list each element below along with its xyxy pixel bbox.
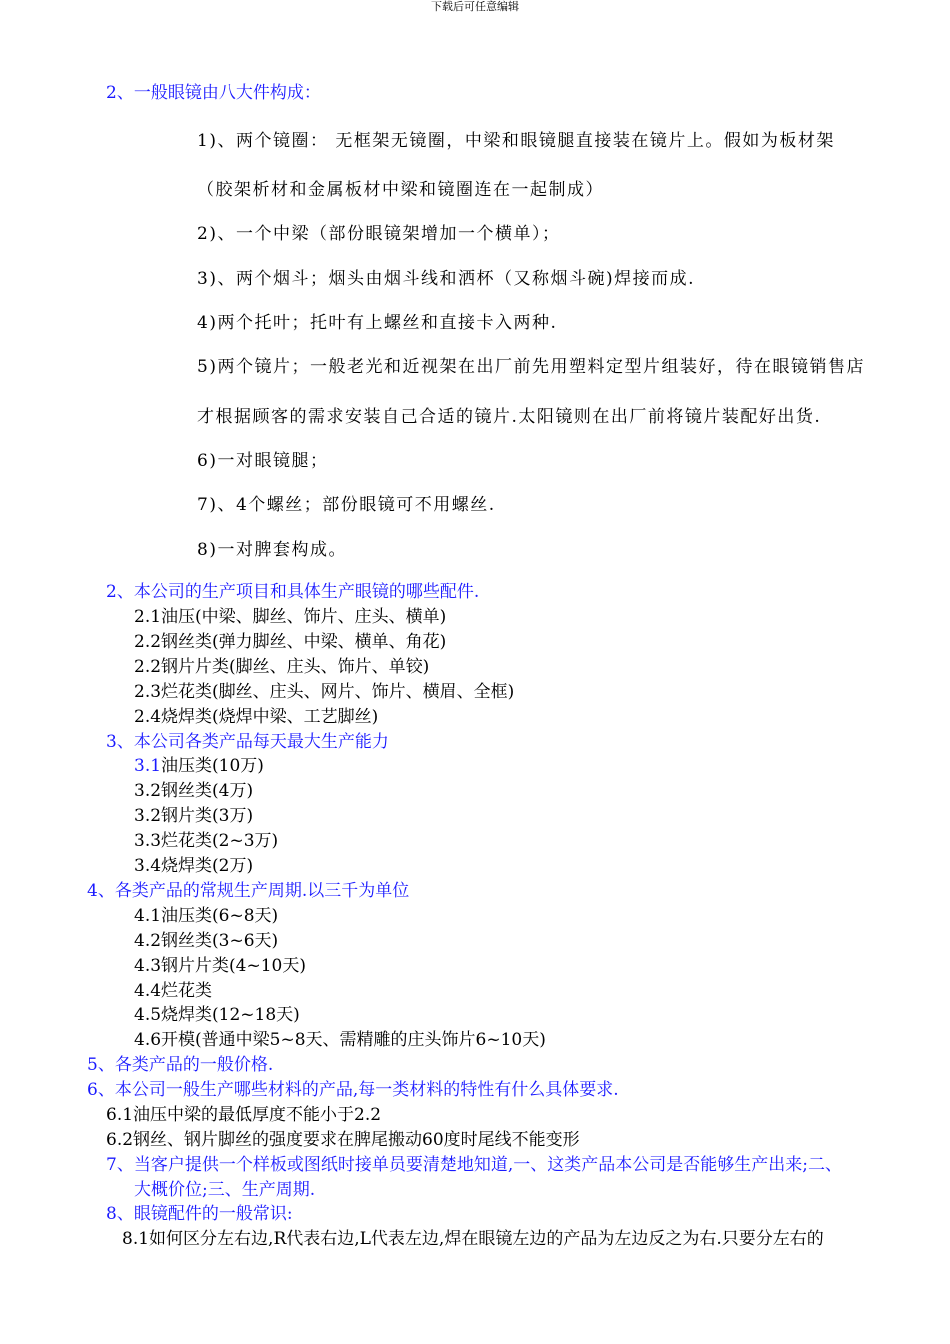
cycle-item: 4.2钢丝类(3~6天) — [134, 931, 279, 951]
page-header: 下载后可任意编辑 — [431, 0, 519, 13]
capacity-item — [134, 751, 264, 776]
products-item: 2.2钢片片类(脚丝、庄头、饰片、单铰) — [134, 657, 430, 677]
cycle-item: 4.6开模(普通中梁5~8天、需精雕的庄头饰片6~10天) — [134, 1030, 546, 1050]
materials-item: 6.2钢丝、钢片脚丝的强度要求在脾尾搬动60度时尾线不能变形 — [106, 1130, 580, 1150]
parts-item-1-cont: （胶架析材和金属板材中梁和镜圈连在一起制成） — [197, 180, 604, 200]
parts-item-1: 1)、两个镜圈： 无框架无镜圈，中梁和眼镜腿直接装在镜片上。假如为板材架 — [197, 131, 835, 151]
sample-line-1: 7、当客户提供一个样板或图纸时接单员要清楚地知道,一、这类产品本公司是否能够生产出来;二、 — [106, 1155, 842, 1175]
products-heading: 2、本公司的生产项目和具体生产眼镜的哪些配件. — [106, 582, 480, 602]
capacity-item: 3.4烧焊类(2万) — [134, 856, 254, 876]
parts-heading: 2、一般眼镜由八大件构成： — [106, 83, 321, 103]
capacity-item-number: 3.1 — [134, 756, 162, 776]
capacity-item: 3.2钢片类(3万) — [134, 806, 254, 826]
parts-item-7: 7)、4个螺丝；部份眼镜可不用螺丝. — [197, 495, 496, 515]
parts-item-6: 6)一对眼镜腿； — [197, 451, 329, 471]
parts-item-3: 3)、两个烟斗；烟头由烟斗线和洒杯（又称烟斗碗)焊接而成. — [197, 269, 695, 289]
parts-item-2: 2)、一个中梁（部份眼镜架增加一个横单）； — [197, 224, 561, 244]
price-heading: 5、各类产品的一般价格. — [87, 1055, 274, 1075]
capacity-item: 3.3烂花类(2~3万) — [134, 831, 279, 851]
cycle-item: 4.5烧焊类(12~18天) — [134, 1005, 300, 1025]
knowledge-heading: 8、眼镜配件的一般常识: — [106, 1204, 293, 1224]
capacity-item-text: 油压类(10万) — [161, 756, 264, 776]
cycle-heading: 4、各类产品的常规生产周期.以三千为单位 — [87, 881, 410, 901]
products-item: 2.1油压(中梁、脚丝、饰片、庄头、横单) — [134, 607, 447, 627]
sample-line-2: 大概价位;三、生产周期. — [134, 1180, 316, 1200]
products-item: 2.3烂花类(脚丝、庄头、网片、饰片、横眉、全框) — [134, 682, 515, 702]
cycle-item: 4.3钢片片类(4~10天) — [134, 956, 306, 976]
knowledge-item: 8.1如何区分左右边,R代表右边,L代表左边,焊在眼镜左边的产品为左边反之为右.只要分左右的 — [122, 1229, 824, 1249]
cycle-item: 4.4烂花类 — [134, 981, 213, 1001]
capacity-heading: 3、本公司各类产品每天最大生产能力 — [106, 732, 389, 752]
parts-item-4: 4)两个托叶；托叶有上螺丝和直接卡入两种. — [197, 313, 558, 333]
products-item: 2.4烧焊类(烧焊中梁、工艺脚丝) — [134, 707, 379, 727]
parts-item-5: 5)两个镜片；一般老光和近视架在出厂前先用塑料定型片组装好，待在眼镜销售店 — [197, 357, 865, 377]
materials-heading: 6、本公司一般生产哪些材料的产品,每一类材料的特性有什么具体要求. — [87, 1080, 619, 1100]
materials-item: 6.1油压中梁的最低厚度不能小于2.2 — [106, 1105, 382, 1125]
products-item: 2.2钢丝类(弹力脚丝、中梁、横单、角花) — [134, 632, 447, 652]
parts-item-8: 8)一对脾套构成。 — [197, 540, 347, 560]
parts-item-5-cont: 才根据顾客的需求安装自己合适的镜片.太阳镜则在出厂前将镜片装配好出货. — [197, 407, 822, 427]
cycle-item: 4.1油压类(6~8天) — [134, 906, 279, 926]
capacity-item: 3.2钢丝类(4万) — [134, 781, 254, 801]
